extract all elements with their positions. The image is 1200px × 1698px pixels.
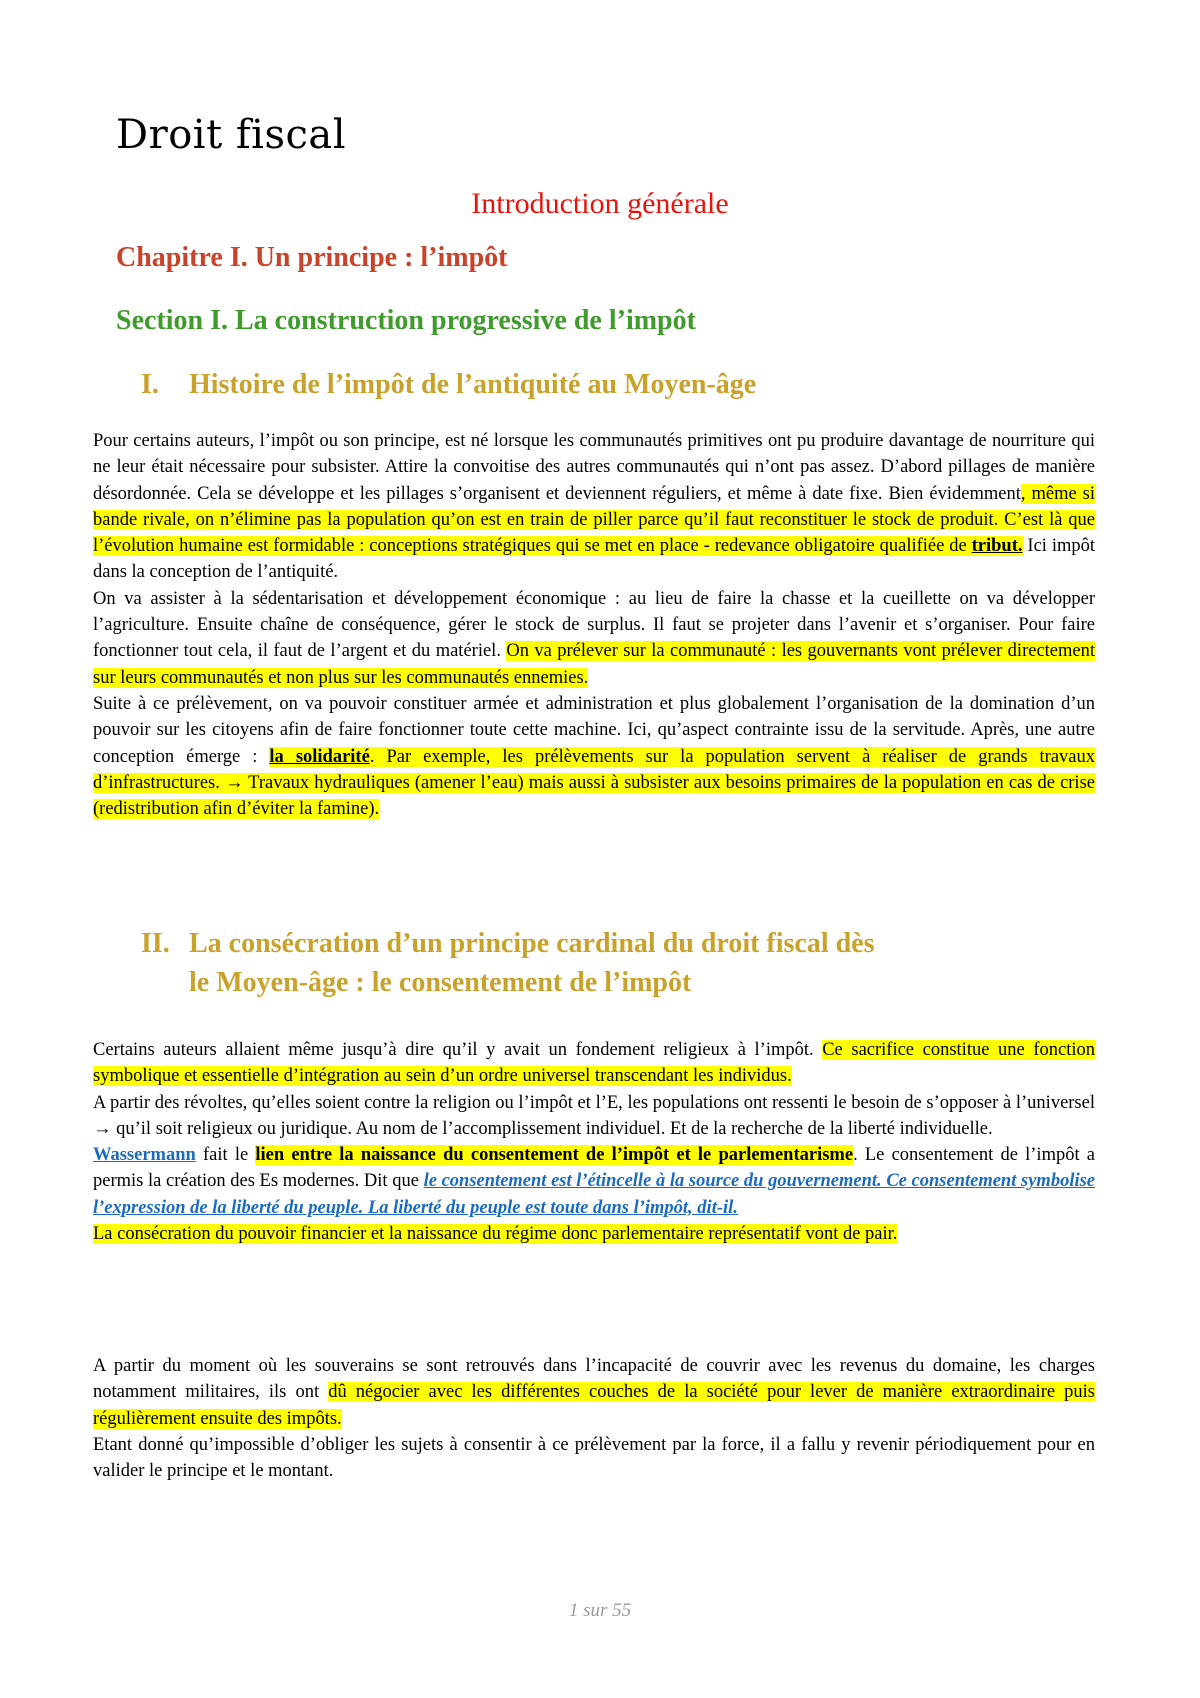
highlighted-text: dû négocier avec les différentes couches de la société pour lever de manière extraordinaire puis régulièrement ensuite des impôts. <box>93 1382 1095 1429</box>
intro-heading: Introduction générale <box>471 187 729 220</box>
part2-paragraph-6: Etant donné qu’impossible d’obliger les sujets à consentir à ce prélèvement par la force, il a fallu y revenir périodiquement pour en valider le principe et le montant. <box>93 1434 1095 1482</box>
part2-heading-line1: La consécration d’un principe cardinal du droit fiscal dès <box>189 928 875 959</box>
part2-paragraph-1 <box>93 1037 1095 1090</box>
part1-paragraph-2 <box>93 586 1095 691</box>
text-run: Suite à ce prélèvement, on va pouvoir constituer armée et administration et plus globalement l’organisation de la domination d’un pouvoir sur les citoyens afin de faire fonctionner toute cette machine. Ici, qu’aspect contrainte issu de la servitude. Après, une autre conception émerge : <box>93 693 1095 767</box>
part1-number: I. <box>141 369 159 400</box>
part2-body <box>93 1037 1095 1247</box>
part2-body-continued <box>93 1353 1095 1484</box>
quote-link[interactable]: le consentement est l’étincelle à la source du gouvernement. Ce consentement symbolise l’expression de la liberté du peuple. La liberté du peuple est toute dans l’impôt, dit-il. <box>93 1171 1096 1218</box>
part1-paragraph-1 <box>93 428 1095 586</box>
highlighted-text: . Par exemple, les prélèvements sur la population servent à réaliser de grands travaux d’infrastructures. → Travaux hydrauliques (amener l’eau) mais aussi à subsister aux besoins primaires de la population en cas de crise (redistribution afin d’éviter la famine). <box>93 746 1096 820</box>
text-run: Certains auteurs allaient même jusqu’à dire qu’il y avait un fondement religieux à l’impôt. <box>93 1040 823 1060</box>
highlighted-text: On va prélever sur la communauté : les gouvernants vont prélever directement sur leurs communautés et non plus sur les communautés ennemies. <box>93 641 1095 688</box>
part2-number: II. <box>141 928 170 959</box>
document-title: Droit fiscal <box>116 112 347 158</box>
part2-paragraph-2: A partir des révoltes, qu’elles soient contre la religion ou l’impôt et l’E, les populations ont ressenti le besoin de s’opposer à l’universel → qu’il soit religieux ou juridique. Au nom de l’accomplissement individuel. Et de la recherche de la liberté individuelle. <box>93 1092 1095 1139</box>
page-indicator: 1 sur 55 <box>568 1600 632 1621</box>
text-run: A partir du moment où les souverains se sont retrouvés dans l’incapacité de couvrir avec les revenus du domaine, les charges notamment militaires, ils ont <box>93 1356 1095 1403</box>
part1-heading <box>141 369 756 401</box>
chapter-heading: Chapitre I. Un principe : l’impôt <box>116 242 508 273</box>
part2-heading <box>141 924 1041 1002</box>
text-run: fait le <box>195 1145 256 1166</box>
highlighted-text: Ce sacrifice constitue une fonction symbolique et essentielle d’intégration au sein d’un ordre universel transcendant les individus. <box>93 1040 1095 1087</box>
part1-heading-text: Histoire de l’impôt de l’antiquité au Moyen-âge <box>189 369 757 400</box>
section-heading: Section I. La construction progressive de l’impôt <box>116 305 696 336</box>
keyword-tribut: tribut. <box>971 536 1023 557</box>
text-run: On va assister à la sédentarisation et développement économique : au lieu de faire la chasse et la cueillette on va développer l’agriculture. Ensuite chaîne de conséquence, gérer le stock de surplus. Il faut se projeter dans l’avenir et s’organiser. Pour faire fonctionner tout cela, il faut de l’argent et du matériel. <box>93 588 1095 662</box>
part1-body <box>93 428 1095 822</box>
part1-paragraph-3 <box>93 691 1095 822</box>
highlighted-text: La consécration du pouvoir financier et la naissance du régime donc parlementaire représentatif vont de pair. <box>93 1224 898 1245</box>
highlighted-text: , même si bande rivale, on n’élimine pas la population qu’on est en train de piller parce qu’il faut reconstituer le stock de produit. C’est là que l’évolution humaine est formidable : conceptions stratégiques qui se met en place - redevance obligatoire qualifiée de <box>93 483 1095 557</box>
text-run: Pour certains auteurs, l’impôt ou son principe, est né lorsque les communautés primitives ont pu produire davantage de nourriture qui ne leur était nécessaire pour subsister. Attire la convoitise des autres communautés qui n’ont pas assez. D’abord pillages de manière désordonnée. Cela se développe et les pillages s’organisent et deviennent réguliers, et même à date fixe. Bien évidemment <box>93 431 1095 504</box>
keyword-solidarite: la solidarité <box>269 746 370 767</box>
part2-paragraph-5 <box>93 1353 1095 1432</box>
text-run: Ici impôt dans la conception de l’antiquité. <box>93 536 1095 583</box>
text-run: . Le consentement de l’impôt a permis la création des Es modernes. Dit que <box>93 1145 1095 1192</box>
highlighted-bold-text: lien entre la naissance du consentement de l’impôt et le parlementarisme <box>255 1145 854 1166</box>
part2-paragraph-4 <box>93 1221 1095 1247</box>
part2-paragraph-3 <box>93 1142 1095 1221</box>
author-link[interactable]: Wassermann <box>93 1145 196 1166</box>
part2-heading-line2: le Moyen-âge : le consentement de l’impôt <box>189 967 692 998</box>
